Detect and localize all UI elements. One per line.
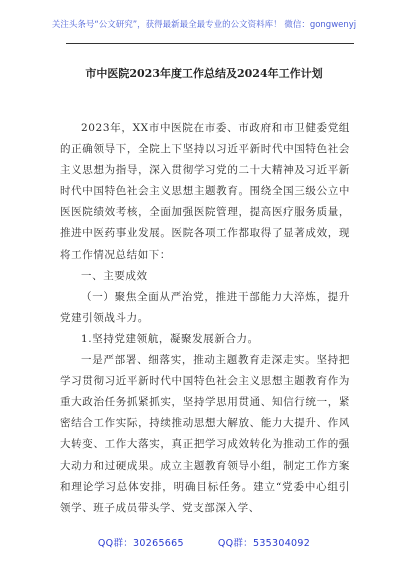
subsection-heading: （一）聚焦全面从严治党，推进干部能力大淬炼，提升党建引领战斗力。	[60, 290, 350, 324]
header-notice: 关注头条号“公文研究”，获得最新最全最专业的公文资料库！ 微信：gongwenyj	[51, 20, 357, 30]
document-body	[60, 118, 350, 519]
section-heading: 一、主要成效	[81, 269, 148, 282]
footer-contacts	[0, 535, 408, 549]
document-title: 市中医院2023年度工作总结及2024年工作计划	[85, 67, 323, 80]
footer-qq-group-2: QQ群：535304092	[217, 538, 311, 549]
header-divider	[66, 43, 354, 44]
footer-qq-group-1: QQ群：30265665	[97, 538, 184, 549]
item-heading: 1.坚持党建领航，凝聚发展新合力。	[81, 332, 259, 345]
intro-paragraph: 2023年，XX市中医院在市委、市政府和市卫健委党组的正确领导下，全院上下坚持以习近平新时代中国特色社会主义思想为指导，深入贯彻学习党的二十大精神及习近平新时代中国特色社会主义思想主题教育。围绕全国三级公立中医医院绩效考核，全面加强医院管理，提高医疗服务质量，推进中医药事业发展。医院各项工作都取得了显著成效，现将工作情况总结如下：	[60, 122, 350, 261]
body-paragraph: 一是严部署、细落实，推动主题教育走深走实。坚持把学习贯彻习近平新时代中国特色社会主义思想主题教育作为重大政治任务抓紧抓实，坚持学思用贯通、知信行统一，紧密结合工作实际，持续推动思想大解放、能力大提升、作风大转变、工作大落实，真正把学习成效转化为推动工作的强大动力和过硬成果。成立主题教育领导小组，制定工作方案和理论学习总体安排，明确目标任务。建立“党委中心组引领学、班子成员带头学、党支部深入学、	[60, 354, 350, 514]
